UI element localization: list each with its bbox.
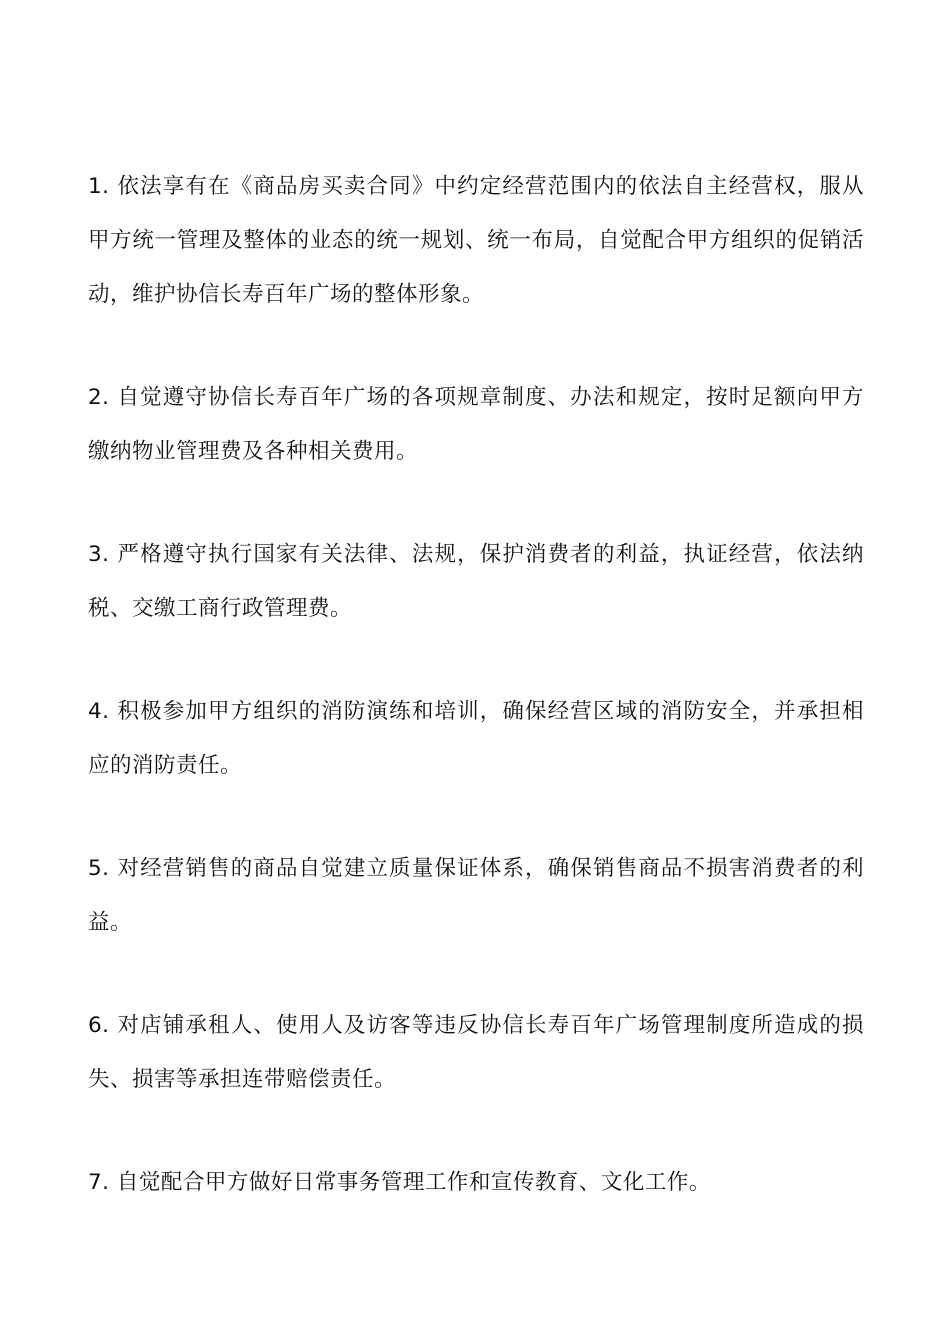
clause-4: 4. 积极参加甲方组织的消防演练和培训，确保经营区域的消防安全，并承担相应的消防责任。 (88, 699, 864, 778)
clause-6: 6. 对店铺承租人、使用人及访客等违反协信长寿百年广场管理制度所造成的损失、损害等承担连带赔偿责任。 (88, 1013, 864, 1092)
clause-list (88, 160, 864, 1259)
clause-2: 2. 自觉遵守协信长寿百年广场的各项规章制度、办法和规定，按时足额向甲方缴纳物业管理费及各种相关费用。 (88, 385, 864, 464)
clause-5: 5. 对经营销售的商品自觉建立质量保证体系，确保销售商品不损害消费者的利益。 (88, 856, 864, 935)
clause-7: 7. 自觉配合甲方做好日常事务管理工作和宣传教育、文化工作。 (88, 1170, 711, 1195)
clause-3: 3. 严格遵守执行国家有关法律、法规，保护消费者的利益，执证经营，依法纳税、交缴工商行政管理费。 (88, 542, 864, 621)
clause-1: 1. 依法享有在《商品房买卖合同》中约定经营范围内的依法自主经营权，服从甲方统一管理及整体的业态的统一规划、统一布局，自觉配合甲方组织的促销活动，维护协信长寿百年广场的整体形象。 (88, 174, 864, 307)
